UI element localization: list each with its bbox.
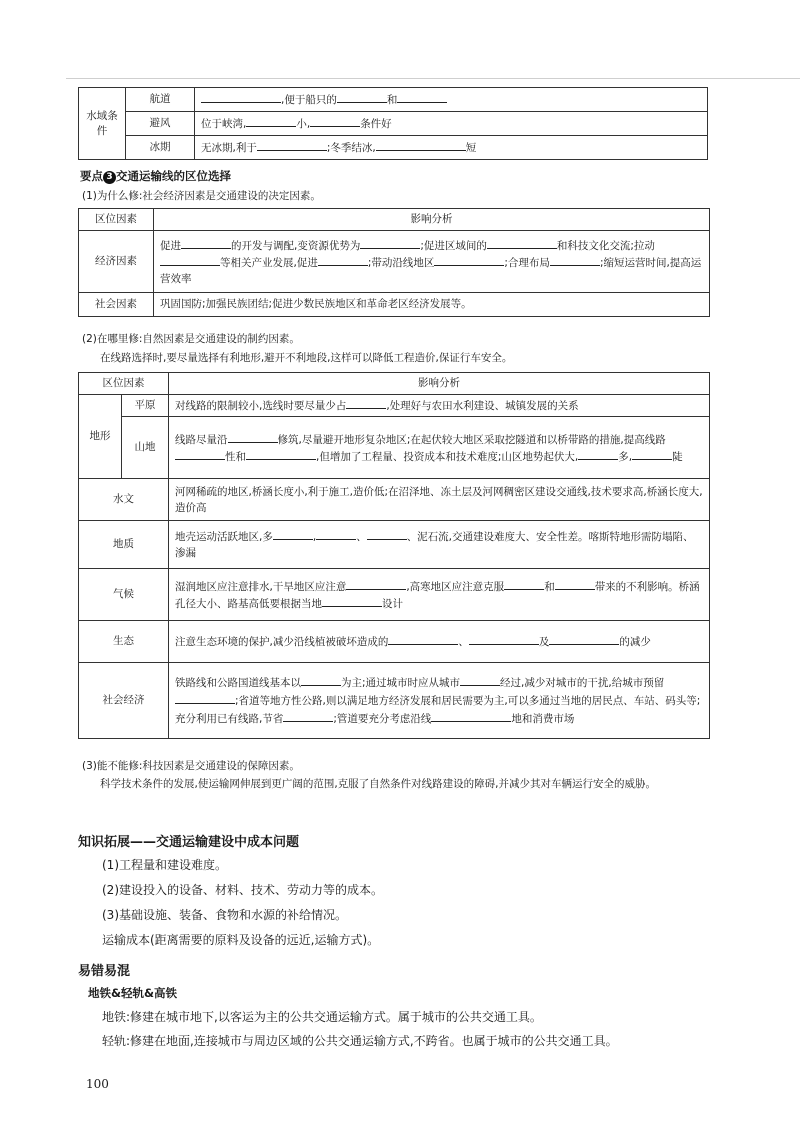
section-heading: 要点 3 交通运输线的区位选择 [80,169,231,183]
terrain-label: 地形 [79,395,122,479]
row-name-channel: 航道 [126,88,195,112]
water-group-label: 水域条件 [79,88,126,160]
climate-analysis: 湿润地区应注意排水,干旱地区应注意 ,高寒地区应注意克服 和 带来的不利影响。桥涵孔径大小、路基高低要根据当地 设计 [169,569,710,621]
geology-analysis: 地壳运动活跃地区,多 , 、 、泥石流,交通建设难度大、安全性差。喀斯特地形需防塌陷、渗漏 [169,521,710,569]
nature-header-analysis: 影响分析 [169,373,710,395]
row-name-shelter: 避风 [126,112,195,136]
question-1: (1)为什么修:社会经济因素是交通建设的决定因素。 [82,190,321,202]
row-ice-content: 无冰期,利于 ;冬季结冰, 短 [195,136,708,160]
question-3: (3)能不能修:科技因素是交通建设的保障因素。 [82,760,300,772]
natural-factors-table [78,372,710,739]
social-factors-table [78,208,710,317]
header-factor: 区位因素 [79,209,154,231]
nature-header-factor: 区位因素 [79,373,169,395]
geology-label: 地质 [79,521,169,569]
transport-cost: 运输成本(距离需要的原料及设备的远近,运输方式)。 [102,933,380,947]
confusion-subtitle: 地铁&轻轨&高铁 [88,986,178,1000]
extension-item-1: (1)工程量和建设难度。 [102,858,227,872]
social-economy-analysis: 铁路线和公路国道线基本以 为主;通过城市时应从城市 经过,减少对城市的干扰,给城市预留;省道等地方性公路,则以满足地方经济发展和居民需要为主,可以多通过当地的居民点、车站、码头等;充分利用已有线路,节省 ;管道要充分考虑沿线 地和消费市场 [169,663,710,739]
economy-label: 经济因素 [79,231,154,293]
question-2: (2)在哪里修:自然因素是交通建设的制约因素。 [82,333,300,345]
hydro-label: 水文 [79,479,169,521]
mountain-label: 山地 [122,417,169,479]
economy-analysis: 促进 的开发与调配,变资源优势为 ;促进区域间的 和科技文化交流;拉动等相关产业发展,促进 ;带动沿线地区 ;合理布局 ;缩短运营时间,提高运营效率 [154,231,710,293]
ecology-label: 生态 [79,621,169,663]
extension-item-2: (2)建设投入的设备、材料、技术、劳动力等的成本。 [102,883,384,897]
page-number: 100 [86,1077,109,1091]
society-label: 社会因素 [79,293,154,317]
row-channel-content: ,便于船只的 和 [195,88,708,112]
confusion-light-rail: 轻轨:修建在地面,连接城市与周边区域的公共交通运输方式,不跨省。也属于城市的公共交通工具。 [102,1034,618,1048]
climate-label: 气候 [79,569,169,621]
header-analysis: 影响分析 [154,209,710,231]
row-name-ice: 冰期 [126,136,195,160]
confusion-title: 易错易混 [78,964,131,979]
question-3-note: 科学技术条件的发展,使运输网伸展到更广阔的范围,克服了自然条件对线路建设的障碍,并减少其对车辆运行安全的威胁。 [100,778,657,790]
header-rule [66,78,800,79]
confusion-subway: 地铁:修建在城市地下,以客运为主的公共交通运输方式。属于城市的公共交通工具。 [102,1010,542,1024]
extension-title: 知识拓展——交通运输建设中成本问题 [78,835,300,850]
plain-analysis: 对线路的限制较小,选线时要尽量少占 ,处理好与农田水利建设、城镇发展的关系 [169,395,710,417]
row-shelter-content: 位于峡湾, 小, 条件好 [195,112,708,136]
extension-item-3: (3)基础设施、装备、食物和水源的补给情况。 [102,908,347,922]
social-economy-label: 社会经济 [79,663,169,739]
plain-label: 平原 [122,395,169,417]
society-analysis: 巩固国防;加强民族团结;促进少数民族地区和革命老区经济发展等。 [154,293,710,317]
section-number-badge: 3 [103,171,116,184]
mountain-analysis: 线路尽量沿 修筑,尽量避开地形复杂地区;在起伏较大地区采取挖隧道和以桥带路的措施,提高线路性和 ,但增加了工程量、投资成本和技术难度;山区地势起伏大, 多, 陡 [169,417,710,479]
hydro-analysis: 河网稀疏的地区,桥涵长度小,利于施工,造价低;在沼泽地、冻土层及河网稠密区建设交通线,技术要求高,桥涵长度大,造价高 [169,479,710,521]
water-conditions-table [78,87,708,160]
ecology-analysis: 注意生态环境的保护,减少沿线植被破坏造成的 、 及 的减少 [169,621,710,663]
question-2-note: 在线路选择时,要尽量选择有利地形,避开不利地段,这样可以降低工程造价,保证行车安全。 [100,352,513,364]
